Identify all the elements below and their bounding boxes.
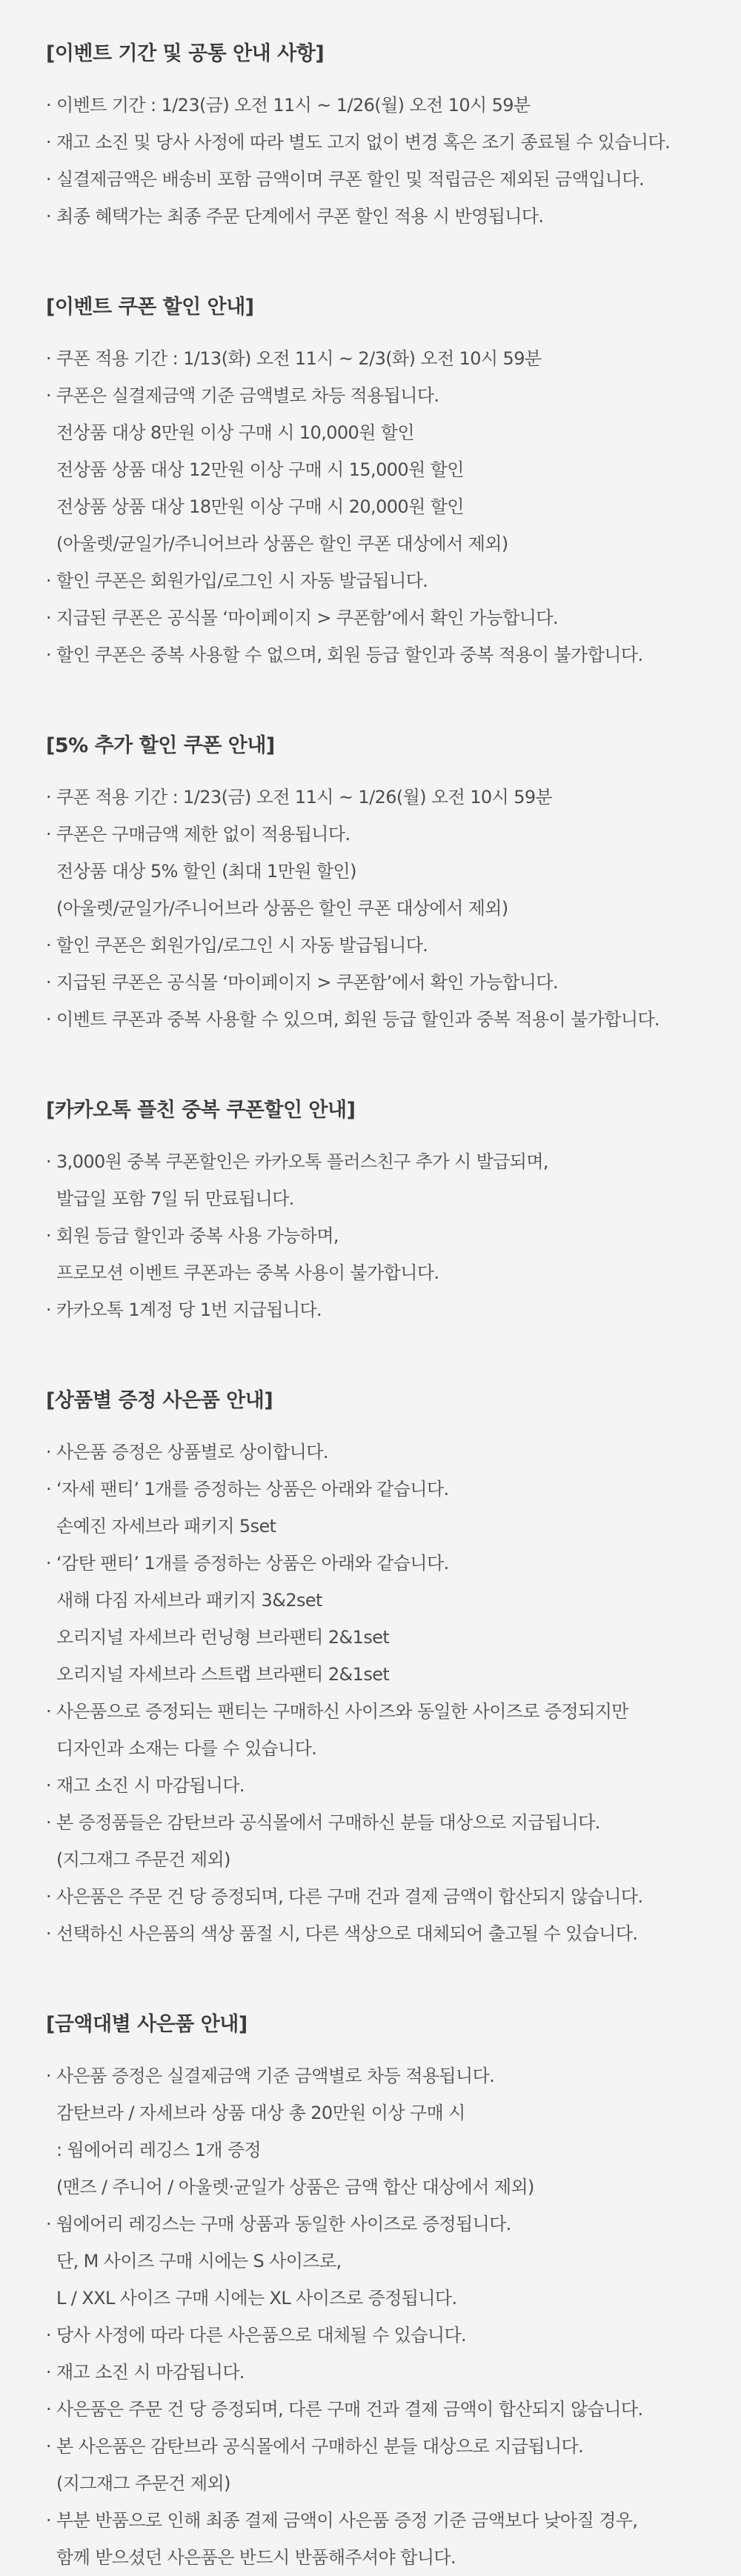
- bullet-dot-icon: ·: [46, 1479, 52, 1500]
- notice-item: [46, 2057, 704, 2206]
- notice-line: [46, 1804, 704, 1841]
- notice-line: [46, 779, 704, 816]
- bullet-dot-icon: ·: [46, 132, 52, 153]
- notice-text: (지그재그 주문건 제외): [56, 1849, 230, 1870]
- bullet-dot-icon: ·: [46, 1299, 52, 1320]
- notice-sub-line: [46, 1656, 704, 1693]
- notice-item: [46, 927, 704, 964]
- bullet-dot-icon: ·: [46, 1923, 52, 1944]
- notice-line: [46, 927, 704, 964]
- notice-text: 재고 소진 시 마감됩니다.: [56, 2362, 245, 2383]
- notice-text: 손예진 자세브라 패키지 5set: [56, 1516, 276, 1537]
- notice-line: [46, 2502, 704, 2539]
- bullet-dot-icon: ·: [46, 570, 52, 591]
- bullet-dot-icon: ·: [46, 2066, 52, 2086]
- notice-text: 이벤트 기간 : 1/23(금) 오전 11시 ~ 1/26(월) 오전 10시 59분: [56, 95, 531, 116]
- notice-text: 오리지널 자세브라 스트랩 브라팬티 2&1set: [56, 1664, 390, 1685]
- notice-line: [46, 2317, 704, 2354]
- notice-list: [46, 2057, 704, 2576]
- notice-item: [46, 1878, 704, 1915]
- notice-line: [46, 198, 704, 235]
- notice-text: 지급된 쿠폰은 공식몰 ‘마이페이지 > 쿠폰함’에서 확인 가능합니다.: [56, 972, 558, 993]
- bullet-dot-icon: ·: [46, 935, 52, 956]
- notice-item: [46, 964, 704, 1001]
- notice-item: [46, 1471, 704, 1545]
- notice-item: [46, 1545, 704, 1693]
- notice-line: [46, 1291, 704, 1328]
- bullet-dot-icon: ·: [46, 645, 52, 665]
- bullet-dot-icon: ·: [46, 824, 52, 845]
- notice-item: [46, 2354, 704, 2391]
- notice-sub-line: [46, 2465, 704, 2502]
- notice-text: 3,000원 중복 쿠폰할인은 카카오톡 플러스친구 추가 시 발급되며,: [56, 1151, 548, 1172]
- notice-line: [46, 2354, 704, 2391]
- notice-text: 사은품으로 증정되는 팬티는 구매하신 사이즈와 동일한 사이즈로 증정되지만: [56, 1701, 628, 1722]
- notice-text: 최종 혜택가는 최종 주문 단계에서 쿠폰 할인 적용 시 반영됩니다.: [56, 206, 544, 227]
- notice-list: [46, 87, 704, 235]
- notice-item: [46, 636, 704, 673]
- notice-text: : 웜에어리 레깅스 1개 증정: [56, 2140, 262, 2160]
- bullet-dot-icon: ·: [46, 2325, 52, 2346]
- notice-sections: [46, 41, 704, 2576]
- notice-sub-line: [46, 1254, 704, 1291]
- notice-text: 전상품 대상 5% 할인 (최대 1만원 할인): [56, 861, 356, 882]
- notice-text: 전상품 상품 대상 12만원 이상 구매 시 15,000원 할인: [56, 459, 464, 480]
- notice-text: 디자인과 소재는 다를 수 있습니다.: [56, 1738, 317, 1759]
- notice-item: [46, 124, 704, 161]
- notice-text: 쿠폰 적용 기간 : 1/23(금) 오전 11시 ~ 1/26(월) 오전 10시 59분: [56, 787, 553, 808]
- bullet-dot-icon: ·: [46, 348, 52, 369]
- notice-line: [46, 377, 704, 414]
- notice-item: [46, 87, 704, 124]
- notice-item: [46, 1291, 704, 1328]
- notice-item: [46, 340, 704, 377]
- bullet-dot-icon: ·: [46, 972, 52, 993]
- notice-line: [46, 124, 704, 161]
- notice-item: [46, 1693, 704, 1767]
- bullet-dot-icon: ·: [46, 1225, 52, 1246]
- notice-line: [46, 599, 704, 636]
- notice-text: 새해 다짐 자세브라 패키지 3&2set: [56, 1590, 322, 1611]
- bullet-dot-icon: ·: [46, 1775, 52, 1796]
- bullet-dot-icon: ·: [46, 385, 52, 406]
- notice-item: [46, 1767, 704, 1804]
- notice-item: [46, 816, 704, 927]
- notice-text: 쿠폰은 실결제금액 기준 금액별로 차등 적용됩니다.: [56, 385, 439, 406]
- notice-sub-line: [46, 2243, 704, 2280]
- notice-text: (아울렛/균일가/주니어브라 상품은 할인 쿠폰 대상에서 제외): [56, 898, 508, 919]
- notice-list: [46, 1434, 704, 1952]
- notice-text: 이벤트 쿠폰과 중복 사용할 수 있으며, 회원 등급 할인과 중복 적용이 불가합니다.: [56, 1009, 660, 1030]
- notice-line: [46, 816, 704, 853]
- notice-line: [46, 340, 704, 377]
- notice-item: [46, 2502, 704, 2576]
- notice-text: 발급일 포함 7일 뒤 만료됩니다.: [56, 1188, 294, 1209]
- notice-line: [46, 1878, 704, 1915]
- notice-text: 당사 사정에 따라 다른 사은품으로 대체될 수 있습니다.: [56, 2325, 467, 2346]
- notice-text: 지급된 쿠폰은 공식몰 ‘마이페이지 > 쿠폰함’에서 확인 가능합니다.: [56, 608, 558, 628]
- notice-text: 본 증정품들은 감탄브라 공식몰에서 구매하신 분들 대상으로 지급됩니다.: [56, 1812, 600, 1833]
- notice-line: [46, 562, 704, 599]
- notice-text: 사은품은 주문 건 당 증정되며, 다른 구매 건과 결제 금액이 합산되지 않습니다.: [56, 2399, 643, 2420]
- notice-text: 쿠폰은 구매금액 제한 없이 적용됩니다.: [56, 824, 350, 845]
- notice-text: 회원 등급 할인과 중복 사용 가능하며,: [56, 1225, 339, 1246]
- section-title: [이벤트 쿠폰 할인 안내]: [46, 296, 254, 319]
- notice-text: 감탄브라 / 자세브라 상품 대상 총 20만원 이상 구매 시: [56, 2103, 465, 2123]
- notice-text: 재고 소진 및 당사 사정에 따라 별도 고지 없이 변경 혹은 조기 종료될 수 있습니다.: [56, 132, 671, 153]
- notice-list: [46, 340, 704, 673]
- notice-sub-line: [46, 1730, 704, 1767]
- notice-line: [46, 1693, 704, 1730]
- notice-sub-line: [46, 1582, 704, 1619]
- notice-text: 단, M 사이즈 구매 시에는 S 사이즈로,: [56, 2251, 342, 2272]
- notice-text: 할인 쿠폰은 회원가입/로그인 시 자동 발급됩니다.: [56, 570, 428, 591]
- notice-text: 사은품 증정은 상품별로 상이합니다.: [56, 1442, 328, 1462]
- bullet-dot-icon: ·: [46, 1701, 52, 1722]
- notice-item: [46, 2206, 704, 2317]
- notice-text: 웜에어리 레깅스는 구매 상품과 동일한 사이즈로 증정됩니다.: [56, 2214, 511, 2234]
- notice-text: 전상품 대상 8만원 이상 구매 시 10,000원 할인: [56, 422, 415, 443]
- bullet-dot-icon: ·: [46, 206, 52, 227]
- notice-item: [46, 1143, 704, 1217]
- notice-line: [46, 1143, 704, 1180]
- notice-item: [46, 1217, 704, 1291]
- notice-item: [46, 161, 704, 198]
- notice-text: 함께 받으셨던 사은품은 반드시 반품해주셔야 합니다.: [56, 2547, 456, 2568]
- bullet-dot-icon: ·: [46, 1886, 52, 1907]
- bullet-dot-icon: ·: [46, 608, 52, 628]
- notice-item: [46, 1001, 704, 1038]
- bullet-dot-icon: ·: [46, 2510, 52, 2531]
- notice-line: [46, 2206, 704, 2243]
- notice-line: [46, 1001, 704, 1038]
- notice-line: [46, 1217, 704, 1254]
- notice-line: [46, 1545, 704, 1582]
- bullet-dot-icon: ·: [46, 2362, 52, 2383]
- notice-sub-line: [46, 414, 704, 451]
- bullet-dot-icon: ·: [46, 1812, 52, 1833]
- notice-text: (지그재그 주문건 제외): [56, 2473, 230, 2494]
- bullet-dot-icon: ·: [46, 2436, 52, 2457]
- notice-text: ‘자세 팬티’ 1개를 증정하는 상품은 아래와 같습니다.: [56, 1479, 449, 1500]
- notice-sub-line: [46, 1841, 704, 1878]
- notice-text: (아울렛/균일가/주니어브라 상품은 할인 쿠폰 대상에서 제외): [56, 533, 508, 554]
- notice-text: 선택하신 사은품의 색상 품절 시, 다른 색상으로 대체되어 출고될 수 있습니다.: [56, 1923, 638, 1944]
- notice-line: [46, 1767, 704, 1804]
- bullet-dot-icon: ·: [46, 1553, 52, 1574]
- notice-text: ‘감탄 팬티’ 1개를 증정하는 상품은 아래와 같습니다.: [56, 1553, 449, 1574]
- notice-text: 본 사은품은 감탄브라 공식몰에서 구매하신 분들 대상으로 지급됩니다.: [56, 2436, 584, 2457]
- notice-text: 재고 소진 시 마감됩니다.: [56, 1775, 245, 1796]
- notice-text: 오리지널 자세브라 런닝형 브라팬티 2&1set: [56, 1627, 390, 1648]
- section-title: [이벤트 기간 및 공통 안내 사항]: [46, 42, 325, 65]
- notice-section: [46, 2011, 704, 2576]
- notice-line: [46, 964, 704, 1001]
- notice-section: [46, 1388, 704, 1952]
- notice-text: 프로모션 이벤트 쿠폰과는 중복 사용이 불가합니다.: [56, 1262, 439, 1283]
- notice-text: 사은품 증정은 실결제금액 기준 금액별로 차등 적용됩니다.: [56, 2066, 495, 2086]
- bullet-dot-icon: ·: [46, 2399, 52, 2420]
- notice-text: L / XXL 사이즈 구매 시에는 XL 사이즈로 증정됩니다.: [56, 2288, 457, 2309]
- notice-sub-line: [46, 2280, 704, 2317]
- notice-item: [46, 1434, 704, 1471]
- notice-item: [46, 562, 704, 599]
- notice-sub-line: [46, 853, 704, 890]
- notice-text: 부분 반품으로 인해 최종 결제 금액이 사은품 증정 기준 금액보다 낮아질 경우,: [56, 2510, 638, 2531]
- notice-text: 사은품은 주문 건 당 증정되며, 다른 구매 건과 결제 금액이 합산되지 않습니다.: [56, 1886, 643, 1907]
- bullet-dot-icon: ·: [46, 169, 52, 190]
- notice-list: [46, 1143, 704, 1328]
- bullet-dot-icon: ·: [46, 95, 52, 116]
- notice-section: [46, 733, 704, 1038]
- notice-sub-line: [46, 2131, 704, 2169]
- notice-section: [46, 41, 704, 235]
- notice-text: (맨즈 / 주니어 / 아울렛·균일가 상품은 금액 합산 대상에서 제외): [56, 2177, 534, 2197]
- notice-item: [46, 2428, 704, 2502]
- bullet-dot-icon: ·: [46, 1009, 52, 1030]
- notice-section: [46, 1097, 704, 1328]
- notice-list: [46, 779, 704, 1038]
- notice-line: [46, 161, 704, 198]
- notice-text: 실결제금액은 배송비 포함 금액이며 쿠폰 할인 및 적립금은 제외된 금액입니다.: [56, 169, 644, 190]
- notice-text: 쿠폰 적용 기간 : 1/13(화) 오전 11시 ~ 2/3(화) 오전 10시 59분: [56, 348, 542, 369]
- notice-sub-line: [46, 1619, 704, 1656]
- notice-item: [46, 1915, 704, 1952]
- notice-sub-line: [46, 2169, 704, 2206]
- notice-text: 카카오톡 1계정 당 1번 지급됩니다.: [56, 1299, 322, 1320]
- section-title: [금액대별 사은품 안내]: [46, 2013, 247, 2036]
- section-title: [5% 추가 할인 쿠폰 안내]: [46, 734, 275, 757]
- notice-item: [46, 1804, 704, 1878]
- notice-text: 전상품 상품 대상 18만원 이상 구매 시 20,000원 할인: [56, 496, 464, 517]
- notice-line: [46, 2391, 704, 2428]
- notice-sub-line: [46, 2539, 704, 2576]
- notice-sub-line: [46, 890, 704, 927]
- notice-item: [46, 2391, 704, 2428]
- notice-line: [46, 87, 704, 124]
- section-title: [카카오톡 플친 중복 쿠폰할인 안내]: [46, 1099, 356, 1122]
- bullet-dot-icon: ·: [46, 2214, 52, 2234]
- bullet-dot-icon: ·: [46, 787, 52, 808]
- notice-item: [46, 198, 704, 235]
- notice-line: [46, 1915, 704, 1952]
- notice-sub-line: [46, 1180, 704, 1217]
- notice-sub-line: [46, 488, 704, 525]
- notice-line: [46, 2428, 704, 2465]
- notice-section: [46, 294, 704, 673]
- notice-item: [46, 779, 704, 816]
- notice-line: [46, 2057, 704, 2094]
- notice-line: [46, 1471, 704, 1508]
- notice-text: 할인 쿠폰은 회원가입/로그인 시 자동 발급됩니다.: [56, 935, 428, 956]
- notice-item: [46, 599, 704, 636]
- notice-sub-line: [46, 2094, 704, 2131]
- notice-item: [46, 377, 704, 562]
- notice-line: [46, 636, 704, 673]
- notice-sub-line: [46, 525, 704, 562]
- notice-sub-line: [46, 451, 704, 488]
- section-title: [상품별 증정 사은품 안내]: [46, 1389, 273, 1412]
- notice-item: [46, 2317, 704, 2354]
- bullet-dot-icon: ·: [46, 1151, 52, 1172]
- notice-sub-line: [46, 1508, 704, 1545]
- bullet-dot-icon: ·: [46, 1442, 52, 1462]
- notice-line: [46, 1434, 704, 1471]
- notice-text: 할인 쿠폰은 중복 사용할 수 없으며, 회원 등급 할인과 중복 적용이 불가합니다.: [56, 645, 643, 665]
